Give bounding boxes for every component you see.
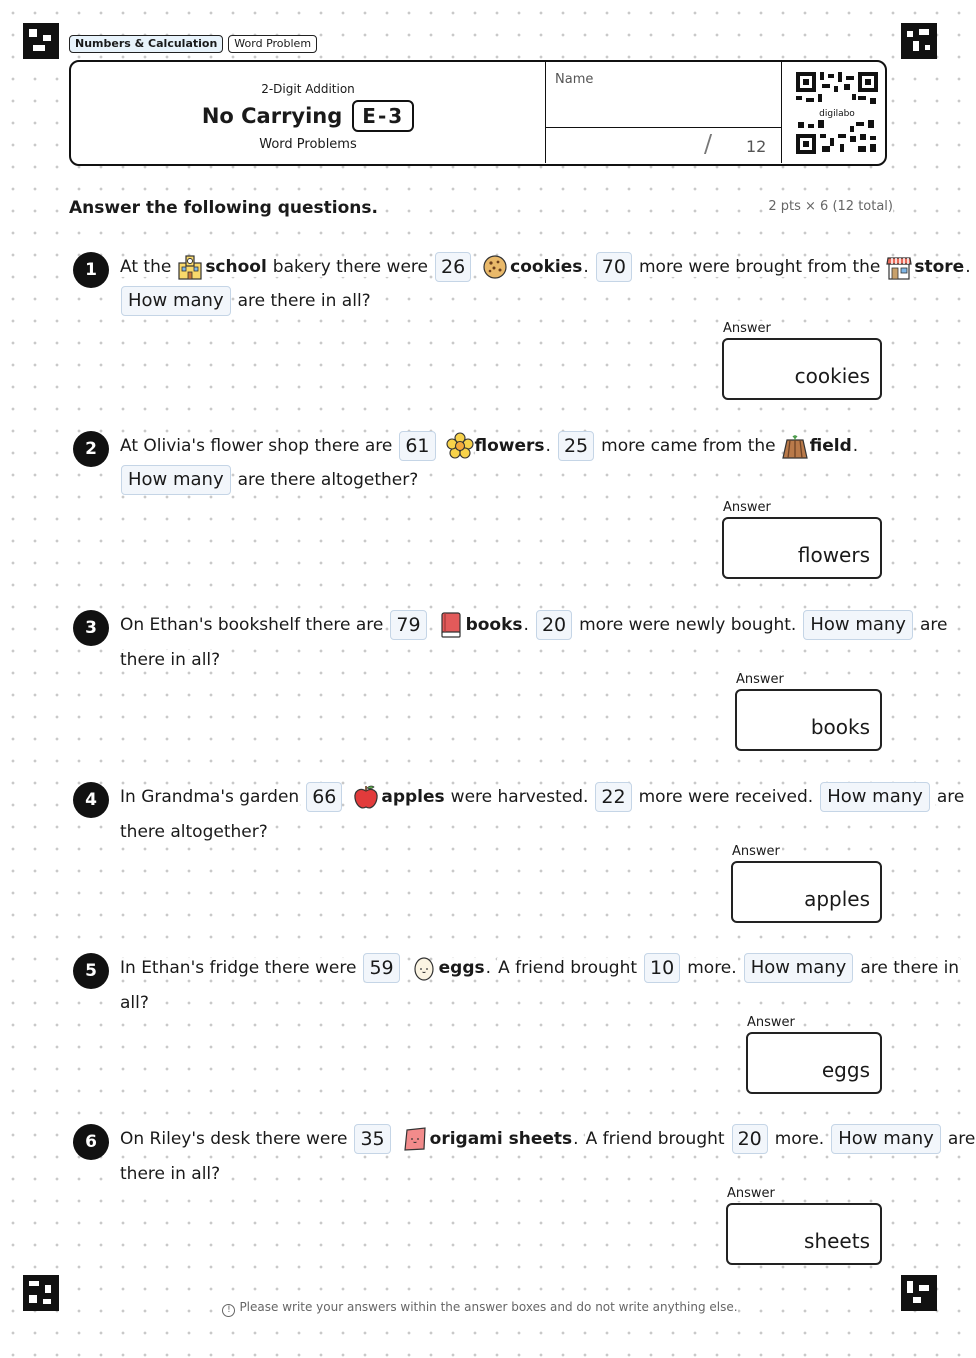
tag-category: Numbers & Calculation [69,35,223,53]
q5-keyword: eggs [438,958,485,978]
answer-unit: flowers [797,543,870,567]
number-box: 79 [390,610,426,640]
q5-text: are there in [860,958,960,978]
egg-icon [410,954,438,982]
answer-box[interactable] [722,517,882,579]
number-box: 20 [536,610,572,640]
q3-text: more were newly bought. [579,615,797,635]
number-box: 35 [354,1124,390,1154]
q5-text: A friend brought [498,958,638,978]
q5-text: all? [120,993,149,1013]
cookie-icon [481,253,509,281]
q6-keyword: origami sheets [429,1129,573,1149]
q4-text: more were received. [638,787,814,807]
question-number: 2 [73,431,109,467]
number-box: 66 [306,782,342,812]
q4-text: there altogether? [120,822,268,842]
q2-text: more came from the [601,436,776,456]
punctuation: . [485,958,492,978]
question-3-text-line-1 [119,608,948,642]
question-number: 3 [73,610,109,646]
q1-text: more were brought from the [638,257,881,277]
worksheet-kind: Word Problems [259,137,357,152]
score-slash: / [704,130,713,158]
worksheet-code: E-3 [352,100,414,132]
q6-text: are [947,1129,976,1149]
q5-text: In Ethan's fridge there were [120,958,357,978]
qr-brand-text: digilabo [819,109,855,119]
question-5-text-line-1 [119,951,960,985]
how-many-box: How many [831,1124,941,1154]
how-many-box: How many [744,953,854,983]
field-icon [781,432,809,460]
name-field[interactable] [545,62,781,128]
question-number: 1 [73,252,109,288]
answer-label: Answer [723,500,771,515]
answer-box[interactable] [746,1032,882,1094]
punctuation: . [573,1129,579,1149]
q6-text: On Riley's desk there were [120,1129,348,1149]
punctuation: . [852,436,859,456]
category-tags [69,35,317,53]
question-number: 5 [73,953,109,989]
question-4-text-line-1 [119,780,965,814]
worksheet-header [69,60,887,166]
how-many-box: How many [820,782,930,812]
footer-text: Please write your answers within the answer boxes and do not write anything else. [239,1300,738,1314]
book-icon [437,611,465,639]
qr-code-icon [796,72,878,154]
name-label: Name [555,72,594,87]
worksheet-title: No Carrying [201,104,343,128]
answer-unit: cookies [794,364,870,388]
store-icon [885,253,913,281]
answer-unit: books [810,715,870,739]
q3-text: are [919,615,948,635]
question-1-text-line-1 [119,250,972,284]
score-total: 12 [746,137,767,156]
number-box: 59 [363,953,399,983]
q1-text: bakery there were [272,257,428,277]
q4-text: were harvested. [450,787,589,807]
q6-text: there in all? [120,1164,221,1184]
number-box: 70 [596,252,632,282]
qr-block [781,62,884,163]
question-1-text-line-2 [119,284,372,318]
instructions: Answer the following questions. [69,197,381,219]
answer-unit: apples [804,887,870,911]
q1-keyword: store [914,257,965,277]
q3-text: On Ethan's bookshelf there are [120,615,384,635]
question-5-text-line-2 [119,986,150,1020]
answer-unit: eggs [821,1058,870,1082]
q4-text: are [936,787,965,807]
origami-icon [401,1125,429,1153]
q6-text: A friend brought [585,1129,725,1149]
score-field[interactable] [545,128,781,163]
number-box: 61 [399,431,435,461]
apple-icon [352,783,380,811]
punctuation: . [523,615,529,635]
question-6-text-line-1 [119,1122,976,1156]
answer-label: Answer [723,321,771,336]
question-2-text-line-1 [119,429,859,463]
q2-keyword: field [809,436,852,456]
how-many-box: How many [121,465,231,495]
punctuation: . [583,257,589,277]
q1-keyword: school [205,257,267,277]
footer-note [0,1300,960,1317]
number-box: 22 [595,782,631,812]
answer-label: Answer [727,1186,775,1201]
q2-text: At Olivia's flower shop there are [120,436,393,456]
number-box: 10 [644,953,680,983]
how-many-box: How many [121,286,231,316]
q1-keyword: cookies [510,257,583,277]
number-box: 25 [558,431,594,461]
info-icon: ! [222,1304,235,1317]
worksheet-subtitle: 2-Digit Addition [261,82,355,96]
q5-text: more. [687,958,737,978]
punctuation: . [965,257,971,277]
number-box: 26 [435,252,471,282]
corner-marker-top-left [23,23,59,59]
number-box: 20 [732,1124,768,1154]
question-3-text-line-2 [119,643,221,677]
question-number: 6 [73,1124,109,1160]
q4-keyword: apples [381,787,445,807]
answer-unit: sheets [804,1229,870,1253]
flower-icon [446,432,474,460]
school-icon [176,253,204,281]
q4-text: In Grandma's garden [120,787,300,807]
q1-text: are there in all? [237,291,371,311]
answer-label: Answer [747,1015,795,1030]
q1-text: At the [120,257,172,277]
answer-label: Answer [736,672,784,687]
answer-box[interactable] [726,1203,882,1265]
q3-keyword: books [465,615,523,635]
corner-marker-top-right [901,23,937,59]
question-number: 4 [73,782,109,818]
q2-keyword: flowers [474,436,545,456]
question-2-text-line-2 [119,463,419,497]
question-4-text-line-2 [119,815,269,849]
answer-label: Answer [732,844,780,859]
title-block [71,62,545,164]
punctuation: . [545,436,551,456]
q3-text: there in all? [120,650,221,670]
answer-box[interactable] [722,338,882,400]
tag-type: Word Problem [228,35,317,53]
answer-box[interactable] [731,861,882,923]
q2-text: are there altogether? [237,470,419,490]
question-6-text-line-2 [119,1157,221,1191]
answer-box[interactable] [735,689,882,751]
how-many-box: How many [803,610,913,640]
q6-text: more. [774,1129,825,1149]
points-info: 2 pts × 6 (12 total) [768,199,893,214]
